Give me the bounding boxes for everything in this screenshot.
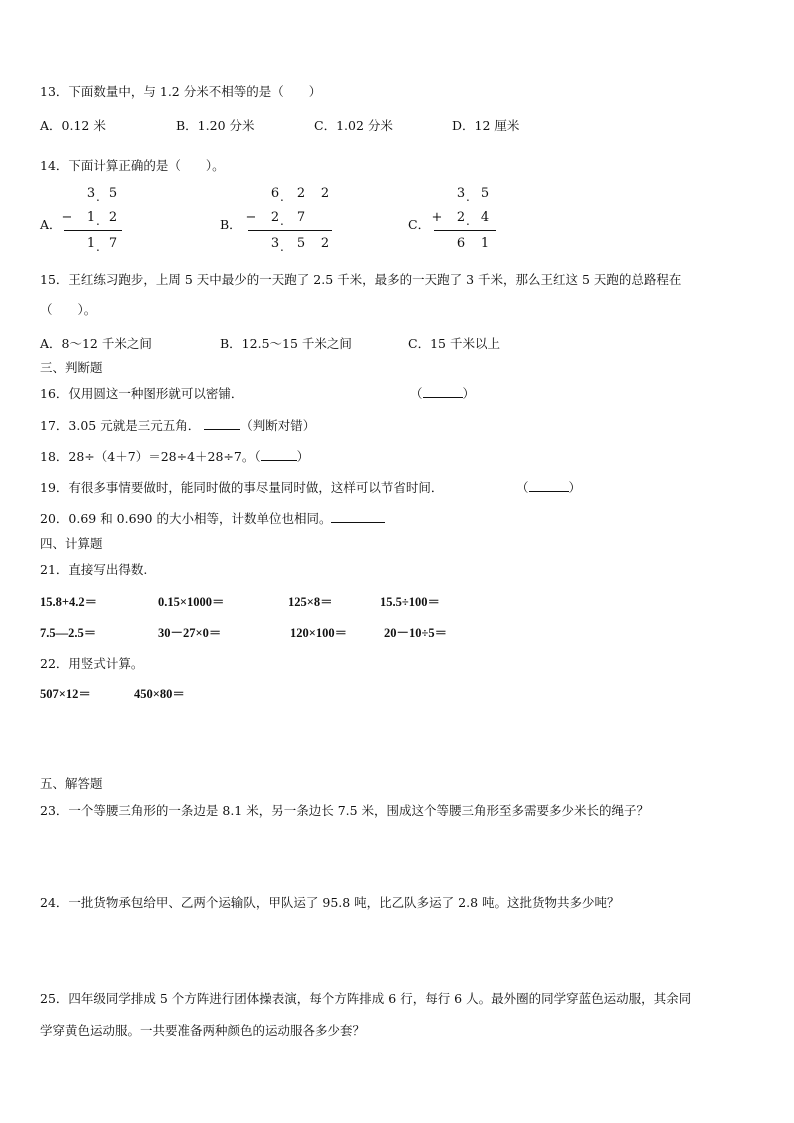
q13-option-b: B．1.20 分米 — [176, 118, 255, 133]
section-heading-calculation: 四、计算题 — [40, 536, 103, 551]
q18-text: 18．28÷（4＋7）＝28÷4＋28÷7。（ — [40, 449, 261, 464]
q16-answer-blank[interactable] — [410, 386, 475, 402]
question-25-line1: 25．四年级同学排成 5 个方阵进行团体操表演，每个方阵排成 6 行，每行 6 人。最外圈的同学穿蓝色运动服，其余同 — [40, 991, 692, 1006]
digit: 2 — [320, 236, 330, 251]
digit: 5 — [296, 236, 306, 251]
q22-item: 507×12＝ — [40, 687, 91, 701]
question-13-stem: 13．下面数量中，与 1.2 分米不相等的是（ ） — [40, 84, 322, 99]
q21-item: 120×100＝ — [290, 626, 348, 640]
sum-line — [248, 230, 332, 231]
question-25-line2: 学穿黄色运动服。一共要准备两种颜色的运动服各多少套？ — [40, 1023, 366, 1038]
question-19: 19．有很多事情要做时，能同时做的事尽量同时做，这样可以节省时间． — [40, 480, 444, 495]
blank-line — [423, 386, 463, 398]
sum-line — [434, 230, 496, 231]
paren-close: ） — [462, 386, 476, 401]
decimal-point: . — [96, 240, 100, 254]
question-15-stem-line2: （ ）。 — [40, 302, 97, 317]
q21-item: 15.8+4.2＝ — [40, 595, 98, 609]
section-heading-word-problems: 五、解答题 — [40, 776, 103, 791]
q21-item: 30－27×0＝ — [158, 626, 222, 640]
question-17 — [40, 418, 315, 434]
q20-answer-blank[interactable] — [331, 511, 385, 523]
operator-sign: − — [245, 210, 257, 225]
digit: 3 — [456, 186, 466, 201]
question-22-stem: 22．用竖式计算。 — [40, 656, 144, 671]
digit: 3 — [86, 186, 96, 201]
q14-vertical-calc-b — [244, 186, 339, 256]
decimal-point: . — [280, 214, 284, 228]
digit: 4 — [480, 210, 490, 225]
paren-close: ） — [568, 480, 582, 495]
question-21-stem: 21．直接写出得数. — [40, 562, 148, 577]
question-24: 24．一批货物承包给甲、乙两个运输队，甲队运了 95.8 吨，比乙队多运了 2.8 吨。这批货物共多少吨？ — [40, 895, 620, 910]
digit: 2 — [456, 210, 466, 225]
digit: 2 — [270, 210, 280, 225]
q17-answer-blank[interactable] — [204, 418, 240, 430]
q15-option-b: B．12.5～15 千米之间 — [220, 336, 352, 351]
q15-option-c: C．15 千米以上 — [408, 336, 500, 351]
q21-item: 20－10÷5＝ — [384, 626, 448, 640]
q20-text: 20．0.69 和 0.690 的大小相等，计数单位也相同。 — [40, 511, 332, 526]
operator-sign: − — [61, 210, 73, 225]
digit: 1 — [480, 236, 490, 251]
digit: 7 — [296, 210, 306, 225]
sum-line — [64, 230, 122, 231]
q14-option-b-label: B． — [220, 217, 242, 232]
decimal-point: . — [280, 190, 284, 204]
q17-instruction: （判断对错） — [240, 418, 316, 433]
q14-vertical-calc-c — [430, 186, 505, 256]
decimal-point: . — [466, 214, 470, 228]
digit: 6 — [456, 236, 466, 251]
q15-option-a: A．8～12 千米之间 — [40, 336, 152, 351]
q13-option-d: D．12 厘米 — [452, 118, 520, 133]
digit: 2 — [320, 186, 330, 201]
paren-open: （ — [516, 480, 529, 495]
q13-option-c: C．1.02 分米 — [314, 118, 393, 133]
q21-item: 15.5÷100＝ — [380, 595, 440, 609]
digit: 5 — [480, 186, 490, 201]
digit: 3 — [270, 236, 280, 251]
decimal-point: . — [280, 240, 284, 254]
question-15-stem-line1: 15．王红练习跑步，上周 5 天中最少的一天跑了 2.5 千米，最多的一天跑了 3 千米，那么王红这 5 天跑的总路程在 — [40, 272, 682, 287]
q21-item: 125×8＝ — [288, 595, 333, 609]
blank-line — [529, 480, 569, 492]
q22-item: 450×80＝ — [134, 687, 185, 701]
paren-open: （ — [410, 386, 423, 401]
digit: 1 — [86, 236, 96, 251]
question-20 — [40, 511, 385, 527]
q17-text: 17．3.05 元就是三元五角． — [40, 418, 201, 433]
q18-answer-blank[interactable] — [261, 449, 297, 461]
digit: 6 — [270, 186, 280, 201]
digit: 2 — [296, 186, 306, 201]
q14-option-c-label: C． — [408, 217, 431, 232]
q14-vertical-calc-a — [60, 186, 130, 256]
question-18 — [40, 449, 309, 465]
decimal-point: . — [96, 214, 100, 228]
q19-answer-blank[interactable] — [516, 480, 581, 496]
digit: 7 — [108, 236, 118, 251]
q21-item: 0.15×1000＝ — [158, 595, 225, 609]
q21-item: 7.5—2.5＝ — [40, 626, 97, 640]
digit: 2 — [108, 210, 118, 225]
section-heading-judgement: 三、判断题 — [40, 360, 103, 375]
paren-close: ） — [296, 449, 310, 464]
operator-sign: + — [431, 210, 443, 225]
decimal-point: . — [96, 190, 100, 204]
q13-option-a: A．0.12 米 — [40, 118, 106, 133]
decimal-point: . — [466, 190, 470, 204]
digit: 5 — [108, 186, 118, 201]
q14-option-a-label: A． — [40, 217, 62, 232]
question-16: 16．仅用圆这一种图形就可以密铺． — [40, 386, 244, 401]
question-23: 23．一个等腰三角形的一条边是 8.1 米，另一条边长 7.5 米，围成这个等腰三角形至多需要多少米长的绳子？ — [40, 803, 650, 818]
digit: 1 — [86, 210, 96, 225]
question-14-stem: 14．下面计算正确的是（ ）。 — [40, 158, 225, 173]
